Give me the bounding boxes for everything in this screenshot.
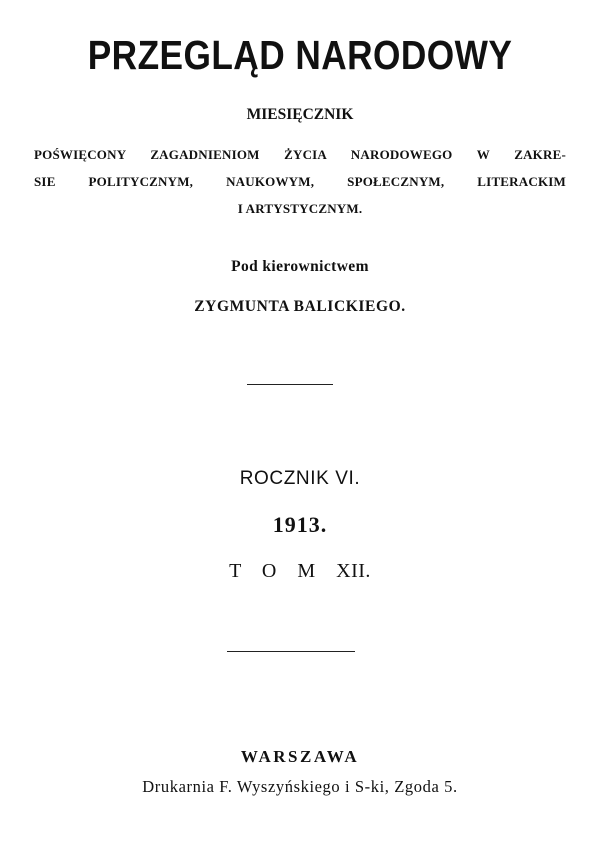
publication-year: 1913. bbox=[272, 512, 328, 537]
description-line-1: POŚWIĘCONY ZAGADNIENIOM ŻYCIA NARODOWEGO W ZAKRE- bbox=[34, 147, 566, 162]
tome-line bbox=[0, 560, 600, 583]
description-line-2: SIE POLITYCZNYM, NAUKOWYM, SPOŁECZNYM, LITERACKIM bbox=[34, 174, 566, 189]
divider-rule-bottom bbox=[227, 651, 355, 652]
tome-number: XII. bbox=[336, 560, 371, 582]
journal-title: PRZEGLĄD NARODOWY bbox=[87, 32, 513, 78]
year-volume-label: ROCZNIK VI. bbox=[239, 468, 361, 489]
imprint-printer: Drukarnia F. Wyszyńskiego i S-ki, Zgoda 5. bbox=[142, 777, 458, 796]
editor-label: Pod kierownictwem bbox=[231, 258, 369, 275]
editor-name: ZYGMUNTA BALICKIEGO. bbox=[194, 298, 406, 315]
journal-subtitle: MIESIĘCZNIK bbox=[246, 106, 354, 123]
description-line-3: I ARTYSTYCZNYM. bbox=[237, 201, 363, 216]
imprint-city: WARSZAWA bbox=[240, 747, 360, 766]
tome-label: T O M bbox=[229, 560, 324, 582]
divider-rule-top bbox=[247, 384, 333, 385]
